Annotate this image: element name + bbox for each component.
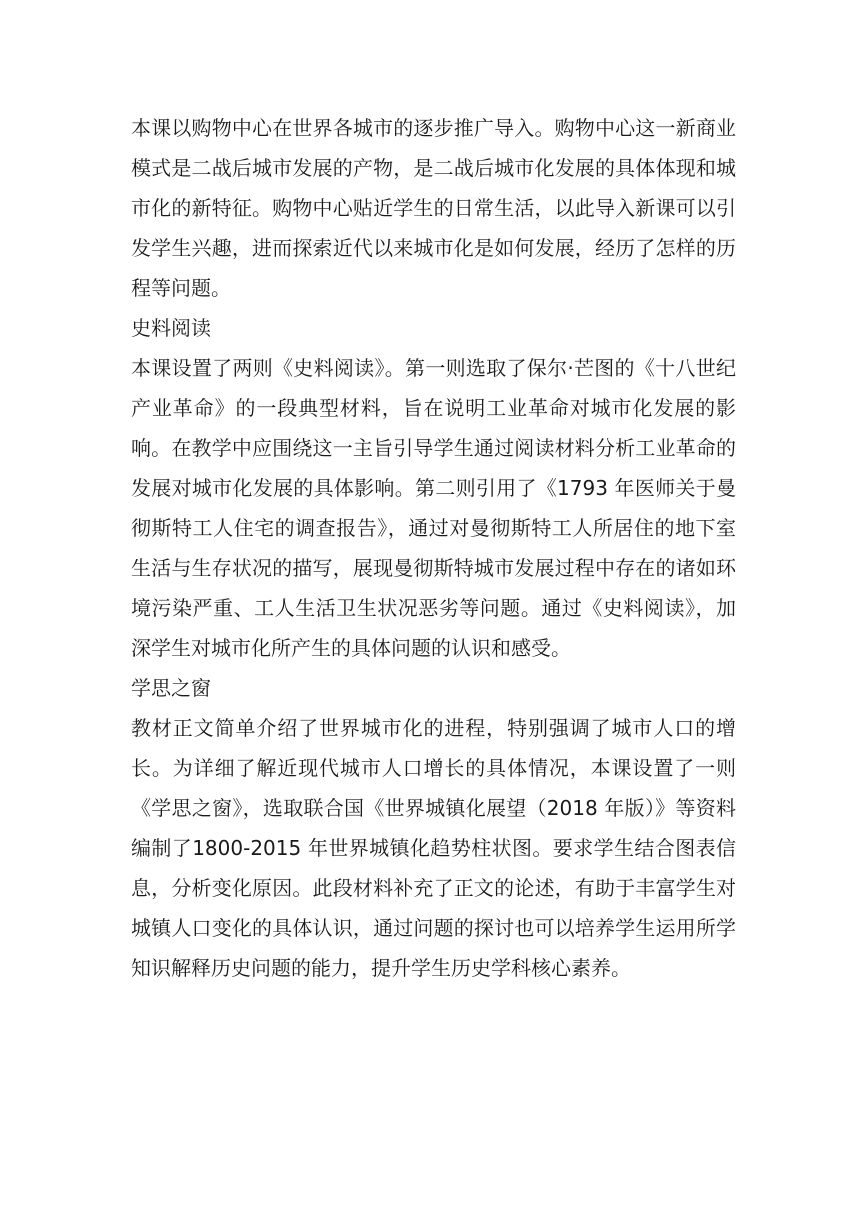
section-heading-thinking-window: 学思之窗 <box>131 676 211 700</box>
document-body <box>131 108 736 988</box>
thinking-window-paragraph: 教材正文简单介绍了世界城市化的进程，特别强调了城市人口的增长。为详细了解近现代城市人口增长的具体情况，本课设置了一则《学思之窗》，选取联合国《世界城镇化展望（2018 年版）》等资料编制了1800-2015 年世界城镇化趋势柱状图。要求学生结合图表信息，分析变化原因。此段材料补充了正文的论述，有助于丰富学生对城镇人口变化的具体认识，通过问题的探讨也可以培养学生运用所学知识解释历史问题的能力，提升学生历史学科核心素养。 <box>131 716 736 980</box>
section-heading-source-reading: 史料阅读 <box>131 316 211 340</box>
intro-paragraph: 本课以购物中心在世界各城市的逐步推广导入。购物中心这一新商业模式是二战后城市发展的产物，是二战后城市化发展的具体体现和城市化的新特征。购物中心贴近学生的日常生活，以此导入新课可以引发学生兴趣，进而探索近代以来城市化是如何发展，经历了怎样的历程等问题。 <box>131 116 736 300</box>
source-reading-paragraph: 本课设置了两则《史料阅读》。第一则选取了保尔·芒图的《十八世纪产业革命》的一段典型材料，旨在说明工业革命对城市化发展的影响。在教学中应围绕这一主旨引导学生通过阅读材料分析工业革命的发展对城市化发展的具体影响。第二则引用了《1793 年医师关于曼彻斯特工人住宅的调查报告》，通过对曼彻斯特工人所居住的地下室生活与生存状况的描写，展现曼彻斯特城市发展过程中存在的诸如环境污染严重、工人生活卫生状况恶劣等问题。通过《史料阅读》，加深学生对城市化所产生的具体问题的认识和感受。 <box>131 356 736 660</box>
